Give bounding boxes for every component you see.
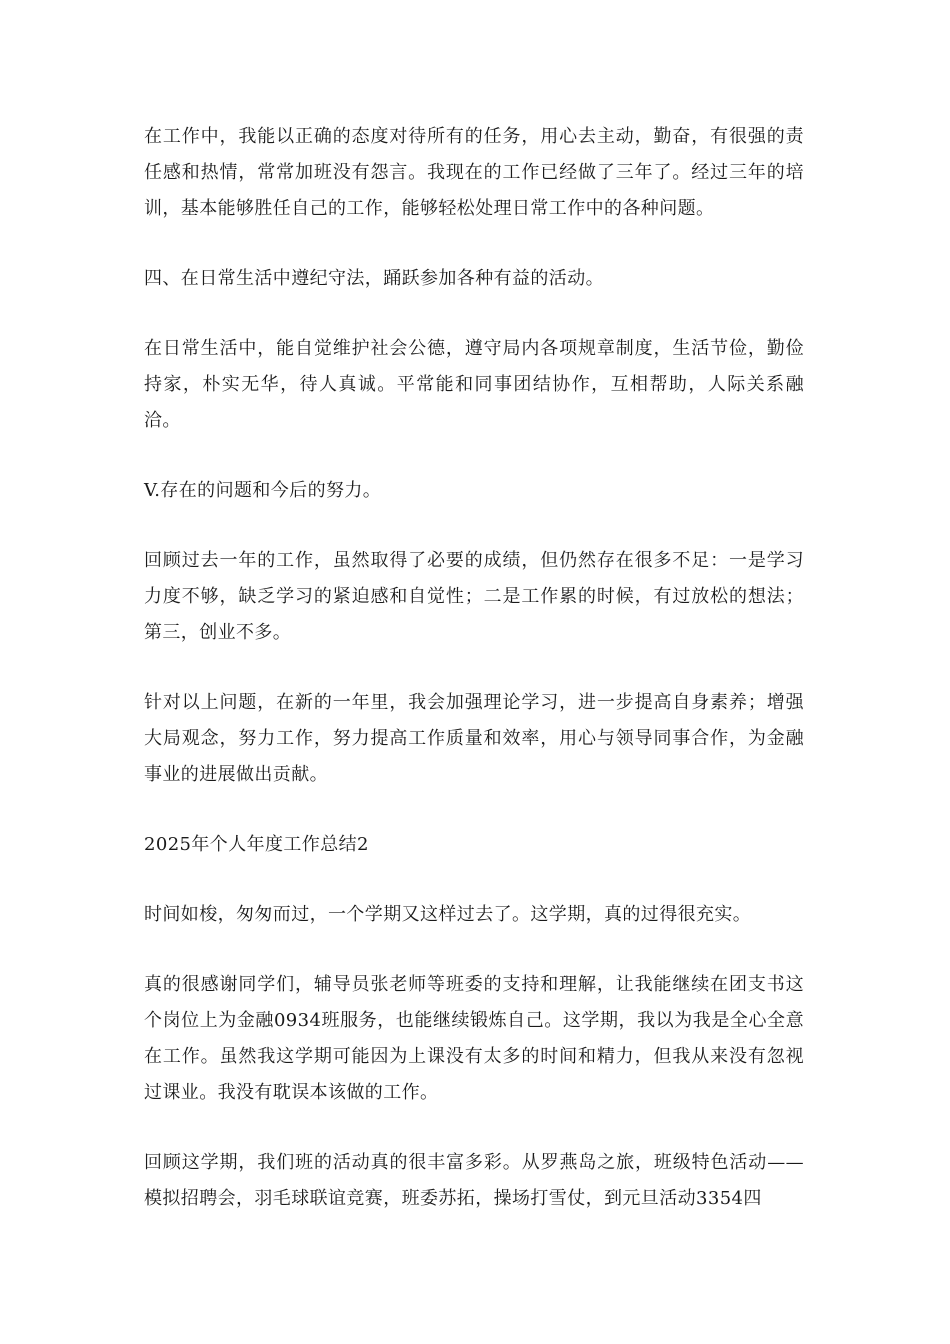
paragraph-semester-intro: 时间如梭，匆匆而过，一个学期又这样过去了。这学期，真的过得很充实。 bbox=[144, 904, 752, 925]
paragraph-work-attitude: 在工作中，我能以正确的态度对待所有的任务，用心去主动，勤奋，有很强的责任感和热情，常常加班没有怨言。我现在的工作已经做了三年了。经过三年的培训，基本能够胜任自己的工作，能够轻松处理日常工作中的各种问题。 bbox=[144, 126, 804, 219]
paragraph-shortcomings: 回顾过去一年的工作，虽然取得了必要的成绩，但仍然存在很多不足：一是学习力度不够，缺乏学习的紧迫感和自觉性；二是工作累的时候，有过放松的想法；第三，创业不多。 bbox=[144, 550, 804, 643]
document-body bbox=[144, 119, 804, 1251]
paragraph-daily-life: 在日常生活中，能自觉维护社会公德，遵守局内各项规章制度，生活节俭，勤俭持家，朴实无华，待人真诚。平常能和同事团结协作，互相帮助，人际关系融洽。 bbox=[144, 338, 804, 431]
paragraph-class-activities: 回顾这学期，我们班的活动真的很丰富多彩。从罗燕岛之旅，班级特色活动——模拟招聘会，羽毛球联谊竞赛，班委苏拓，操场打雪仗，到元旦活动3354四 bbox=[144, 1152, 804, 1209]
paragraph-future-plans: 针对以上问题，在新的一年里，我会加强理论学习，进一步提高自身素养；增强大局观念，努力工作，努力提高工作质量和效率，用心与领导同事合作，为金融事业的进展做出贡献。 bbox=[144, 692, 804, 785]
paragraph-thanks: 真的很感谢同学们，辅导员张老师等班委的支持和理解，让我能继续在团支书这个岗位上为金融0934班服务，也能继续锻炼自己。这学期，我以为我是全心全意在工作。虽然我这学期可能因为上课没有太多的时间和精力，但我从来没有忽视过课业。我没有耽误本该做的工作。 bbox=[144, 974, 804, 1103]
heading-summary-two: 2025年个人年度工作总结2 bbox=[144, 834, 369, 855]
heading-section-four: 四、在日常生活中遵纪守法，踊跃参加各种有益的活动。 bbox=[144, 268, 604, 289]
heading-section-five: V.存在的问题和今后的努力。 bbox=[144, 480, 382, 501]
